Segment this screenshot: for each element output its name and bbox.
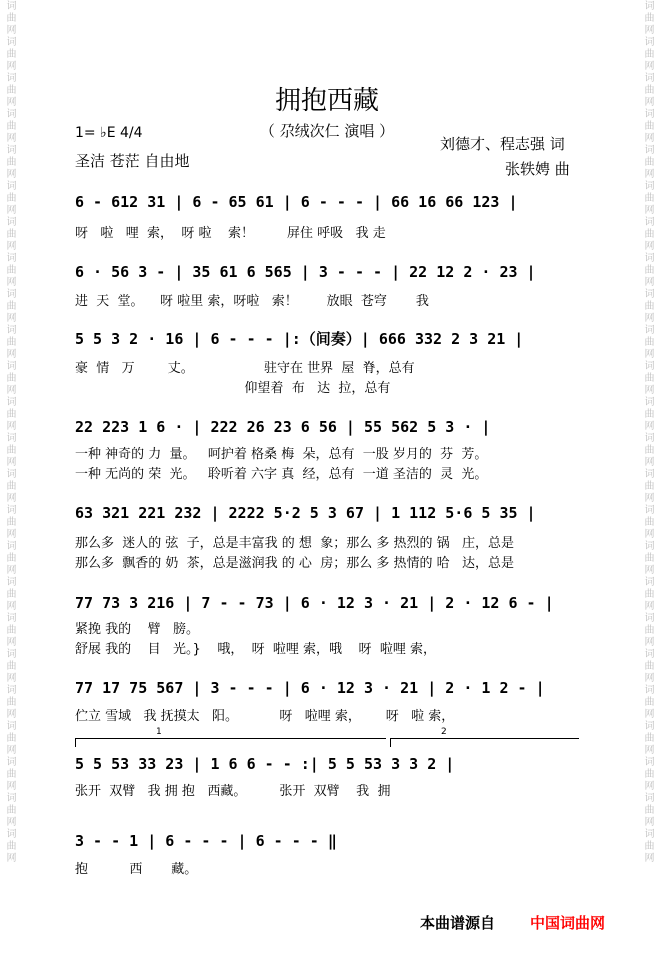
notation-row: 6 - 612 31 | 6 - 65 61 | 6 - - - | 66 16 66 123 |	[75, 193, 518, 211]
lyric-line: 舒展 我的 目 光。} 哦， 呀 啦哩 索，哦 呀 啦哩 索，	[75, 642, 436, 657]
lyric-line: 呀 啦 哩 索， 呀 啦 索！ 屏住 呼吸 我 走	[75, 226, 386, 241]
lyric-line: 伫立 雪域 我 抚摸太 阳。 呀 啦哩 索， 呀 啦 索，	[75, 709, 455, 724]
source-label: 本曲谱源自	[420, 914, 496, 932]
notation-row: 5 5 53 33 23 | 1 6 6 - - :| 5 5 53 3 3 2 |	[75, 755, 455, 773]
ending-label: 2	[441, 727, 447, 737]
notation-row: 77 73 3 216 | 7 - - 73 | 6 · 12 3 · 21 | 2 · 12 6 - |	[75, 594, 554, 612]
notation-row: 5 5 3 2 · 16 | 6 - - - |:（间奏）| 666 332 2 3 21 |	[75, 330, 524, 348]
notation-row: 3 - - 1 | 6 - - - | 6 - - - ‖	[75, 832, 337, 850]
lyric-line: 进 天 堂。 呀 啦里 索，呀啦 索！ 放眼 苍穹 我	[75, 294, 429, 309]
lyric-line: 一种 神奇的 力 量。 呵护着 格桑 梅 朵，总有 一股 岁月的 芬 芳。	[75, 447, 488, 462]
lyric-line: 那么多 迷人的 弦 子，总是丰富我 的 想 象；那么 多 热烈的 锅 庄，总是	[75, 536, 514, 551]
ending-label: 1	[156, 727, 162, 737]
second-ending-bracket	[390, 727, 579, 747]
composer: 张轶娉 曲	[505, 160, 570, 178]
first-ending-bracket	[75, 727, 386, 747]
tempo-style: 圣洁 苍茫 自由地	[75, 152, 190, 170]
performer-note: （ 尕绒次仁 演唱 ）	[259, 122, 395, 140]
key-signature: 1= ♭E 4/4	[75, 125, 143, 141]
lyric-line: 张开 双臂 我 拥 抱 西藏。 张开 双臂 我 拥	[75, 784, 391, 799]
notation-row: 22 223 1 6 · | 222 26 23 6 56 | 55 562 5 3 · |	[75, 418, 491, 436]
lyric-line: 豪 情 万 丈。 驻守在 世界 屋 脊，总有	[75, 361, 415, 376]
watermark-left: 词曲网词曲网词曲网词曲网词曲网词曲网词曲网词曲网词曲网词曲网词曲网词曲网词曲网词曲网词曲网词曲网词曲网词曲网词曲网词曲网词曲网词曲网词曲网词曲网	[4, 0, 15, 864]
notation-row: 77 17 75 567 | 3 - - - | 6 · 12 3 · 21 | 2 · 1 2 - |	[75, 679, 545, 697]
song-title: 拥抱西藏	[274, 86, 379, 116]
watermark-right: 词曲网词曲网词曲网词曲网词曲网词曲网词曲网词曲网词曲网词曲网词曲网词曲网词曲网词曲网词曲网词曲网词曲网词曲网词曲网词曲网词曲网词曲网词曲网词曲网	[642, 0, 653, 864]
lyric-line: 一种 无尚的 荣 光。 聆听着 六字 真 经，总有 一道 圣洁的 灵 光。	[75, 467, 488, 482]
lyricist: 刘德才、程志强 词	[440, 135, 565, 153]
lyric-line: 那么多 飘香的 奶 茶，总是滋润我 的 心 房；那么 多 热情的 哈 达，总是	[75, 556, 514, 571]
lyric-line: 抱 西 藏。	[75, 862, 198, 877]
source-site-link[interactable]: 中国词曲网	[530, 914, 606, 932]
lyric-line: 紧挽 我的 臂 膀。	[75, 622, 200, 637]
notation-row: 63 321 221 232 | 2222 5·2 5 3 67 | 1 112 5·6 5 35 |	[75, 504, 536, 522]
notation-row: 6 · 56 3 - | 35 61 6 565 | 3 - - - | 22 12 2 · 23 |	[75, 263, 536, 281]
lyric-line: 仰望着 布 达 拉，总有	[75, 381, 391, 396]
